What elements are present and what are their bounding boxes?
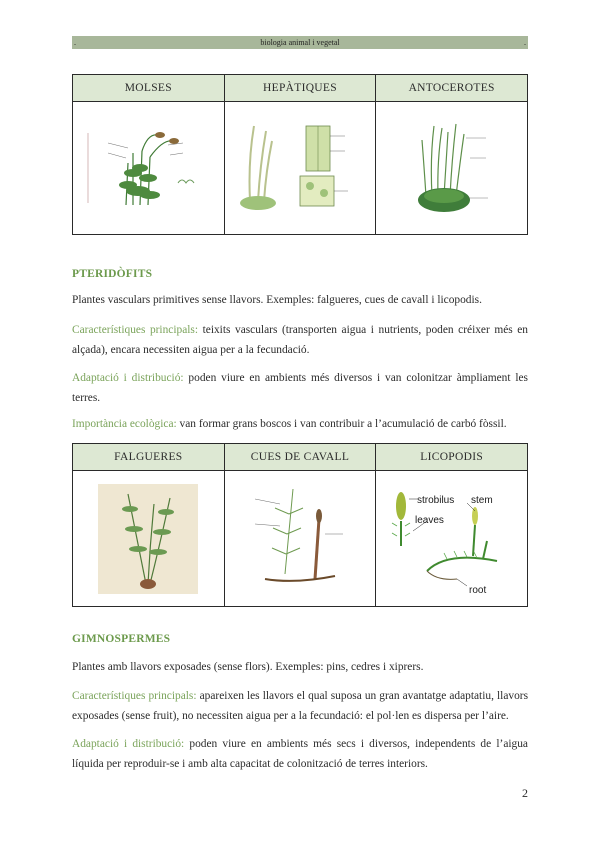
pteridophytes-table [72, 443, 528, 607]
moss-image-cell [73, 102, 225, 235]
header-left-mark: . [74, 38, 76, 47]
header-right-mark: . [524, 38, 526, 47]
importance-text: van formar grans boscos i van contribuir a l’acumulació de carbó fòssil. [176, 418, 507, 430]
liverwort-image-cell [224, 102, 376, 235]
header-bar [72, 36, 528, 49]
pteridofits-importance [72, 414, 528, 434]
lycopod-illustration [387, 481, 517, 596]
gimnospermes-characteristics [72, 686, 528, 726]
characteristics-text: apareixen les llavors el qual suposa un gran avantatge adaptatiu, llavors exposades (sense fruit), no necessiten aigua per a la fecundació: el pol·len es dispersa per l’aire. [72, 690, 529, 722]
horsetail-illustration [235, 484, 365, 594]
pteridofits-adaptation [72, 368, 528, 408]
characteristics-text: teixits vasculars (transporten aigua i nutrients, poden créixer més en alçada), encara necessiten aigua per a la fecundació. [72, 324, 529, 356]
fern-illustration [98, 484, 198, 594]
pteridofits-characteristics [72, 320, 528, 360]
table-header-molses: MOLSES [73, 75, 225, 102]
gimnospermes-intro: Plantes amb llavors exposades (sense flors). Exemples: pins, cedres i xiprers. [72, 661, 424, 673]
hornwort-image-cell [376, 102, 528, 235]
characteristics-label: Característiques principals: [72, 690, 197, 702]
section-title-gimnospermes: GIMNOSPERMES [72, 633, 171, 645]
gimnospermes-adaptation [72, 734, 528, 774]
characteristics-label: Característiques principals: [72, 324, 199, 336]
label-root: root [468, 585, 486, 596]
horsetail-image-cell [224, 471, 376, 607]
table-header-hepatiques: HEPÀTIQUES [224, 75, 376, 102]
adaptation-text: poden viure en ambients més secs i diversos, independents de l’aigua líquida per reproduir-se i amb alta capacitat de colonització de terres interiors. [72, 738, 528, 770]
adaptation-label: Adaptació i distribució: [72, 372, 184, 384]
lycopod-image-cell [376, 471, 528, 607]
liverwort-illustration [230, 121, 370, 216]
table-header-antocerotes: ANTOCEROTES [376, 75, 528, 102]
adaptation-text: poden viure en ambients més diversos i van colonitzar àmpliament les terres. [72, 372, 528, 404]
table-header-falgueres: FALGUERES [73, 444, 225, 471]
pteridofits-intro: Plantes vasculars primitives sense llavors. Exemples: falgueres, cues de cavall i licopodis. [72, 294, 482, 306]
adaptation-label: Adaptació i distribució: [72, 738, 185, 750]
table-header-licopodis: LICOPODIS [376, 444, 528, 471]
hornwort-illustration [382, 118, 522, 218]
bryophytes-table [72, 74, 528, 235]
table-header-cues-de-cavall: CUES DE CAVALL [224, 444, 376, 471]
label-strobilus: strobilus [416, 495, 454, 506]
fern-image-cell [73, 471, 225, 607]
page-number: 2 [522, 786, 528, 800]
label-stem: stem [470, 495, 493, 506]
moss-illustration [78, 123, 218, 213]
importance-label: Importància ecològica: [72, 418, 177, 430]
label-leaves: leaves [414, 515, 444, 526]
section-title-pteridofits: PTERIDÒFITS [72, 268, 153, 280]
header-title: biologia animal i vegetal [260, 38, 340, 47]
